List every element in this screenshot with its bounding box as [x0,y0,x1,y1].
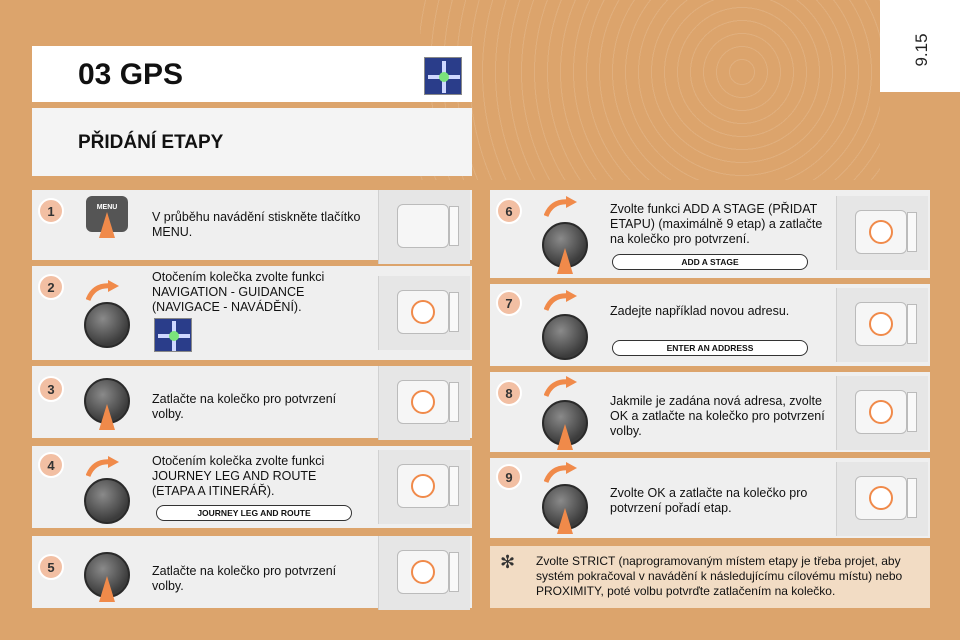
arrow-up-icon [557,248,573,274]
step-text-4: Otočením kolečka zvolte funkci JOURNEY LEG AND ROUTE (ETAPA A ITINERÁŘ). [152,454,325,498]
step-number-5: 5 [38,554,64,580]
knob-icon [542,314,588,360]
step-number-7: 7 [496,290,522,316]
step-number-9: 9 [496,464,522,490]
gps-icon [424,57,462,95]
tip-text: Zvolte STRICT (naprogramovaným místem etapy je třeba projet, aby systém pokračoval v navádění k následujícímu cílovému místu) nebo PROXIMITY, poté volbu potvrďte zatlačením na kolečko. [536,554,903,598]
gps-icon [154,318,192,352]
arrow-up-icon [99,212,115,238]
device-image-4 [378,450,470,524]
rotate-arrow-icon [544,196,578,218]
step-number-2: 2 [38,274,64,300]
section-title: PŘIDÁNÍ ETAPY [78,132,224,153]
rotate-arrow-icon [86,456,120,478]
step-number-8: 8 [496,380,522,406]
step-text-8: Jakmile je zadána nová adresa, zvolte OK a zatlačte na kolečko pro potvrzení volby. [610,394,825,438]
arrow-up-icon [557,508,573,534]
step-number-4: 4 [38,452,64,478]
knob-icon [84,302,130,348]
rotate-arrow-icon [544,376,578,398]
step-text-6: Zvolte funkci ADD A STAGE (PŘIDAT ETAPU) (maximálně 9 etap) a zatlačte na kolečko pro potvrzení. [610,202,823,246]
rotate-arrow-icon [544,462,578,484]
step-number-6: 6 [496,198,522,224]
device-image-3 [378,366,470,440]
device-image-5 [378,536,470,610]
device-image-8 [836,376,928,450]
step-text-5: Zatlačte na kolečko pro potvrzení volby. [152,564,337,593]
step-text-9: Zvolte OK a zatlačte na kolečko pro potvrzení pořadí etap. [610,486,808,515]
device-image-6 [836,196,928,270]
step-number-3: 3 [38,376,64,402]
step-text-3: Zatlačte na kolečko pro potvrzení volby. [152,392,337,421]
enter-address-pill: ENTER AN ADDRESS [612,340,808,356]
page-title: 03 GPS [78,58,184,91]
journey-leg-pill: JOURNEY LEG AND ROUTE [156,505,352,521]
add-stage-pill: ADD A STAGE [612,254,808,270]
step-text-7: Zadejte například novou adresu. [610,304,790,318]
device-image-2 [378,276,470,350]
tip-icon: ✻ [500,552,516,572]
page-number: 9.15 [912,33,931,67]
step-text-2: Otočením kolečka zvolte funkci NAVIGATION - GUIDANCE (NAVIGACE - NAVÁDĚNÍ). [152,270,325,314]
background-map [420,0,880,180]
rotate-arrow-icon [86,280,120,302]
knob-icon [84,478,130,524]
rotate-arrow-icon [544,290,578,312]
step-text-1: V průběhu navádění stiskněte tlačítko MENU. [152,210,361,239]
menu-button: MENU [86,196,128,232]
arrow-up-icon [99,576,115,602]
device-image-7 [836,288,928,362]
step-number-1: 1 [38,198,64,224]
arrow-up-icon [99,404,115,430]
device-image-1 [378,190,470,264]
arrow-up-icon [557,424,573,450]
device-image-9 [836,462,928,536]
